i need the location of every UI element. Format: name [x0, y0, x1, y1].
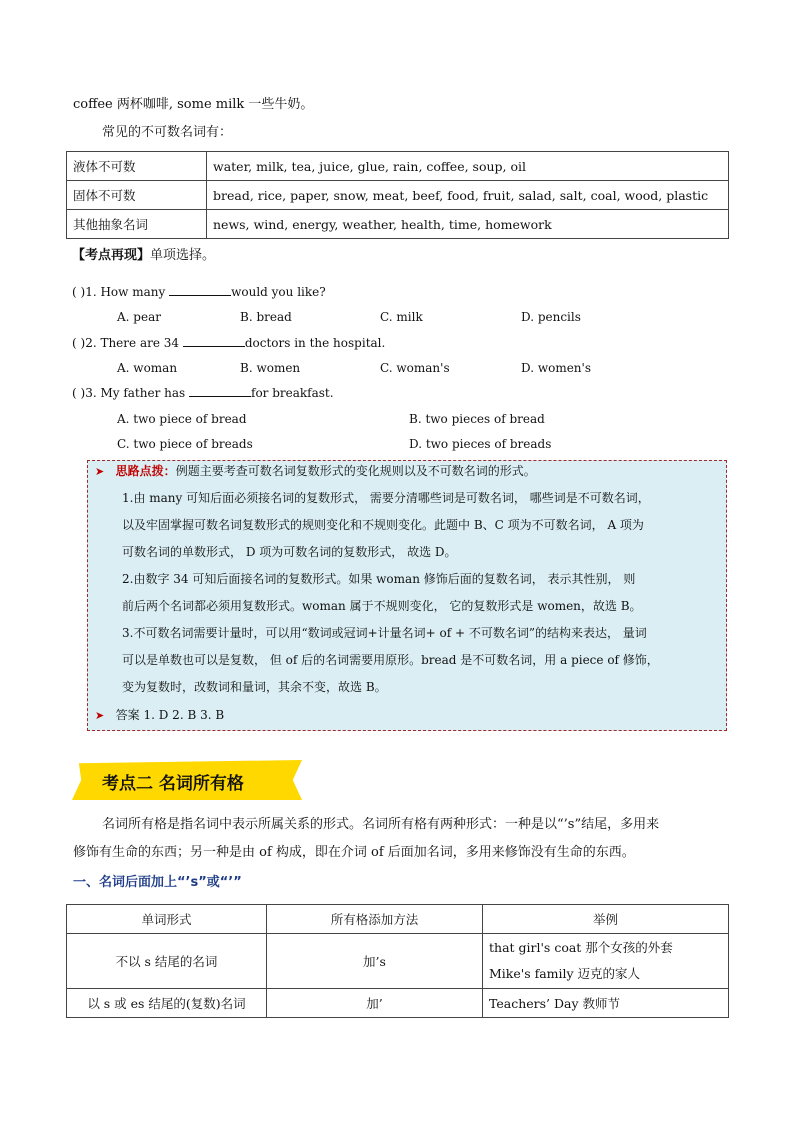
question-stem-end: doctors in the hospital.	[244, 336, 386, 350]
explanation-line: 1.由 many 可知后面必须接名词的复数形式， 需要分清哪些词是可数名词， 哪些词是不可数名词，	[122, 491, 650, 505]
intro-line-1: coffee 两杯咖啡, some milk 一些牛奶。	[73, 97, 314, 112]
question-stem: 2. There are 34	[85, 336, 183, 350]
q3-option-a: A. two piece of bread	[117, 412, 247, 426]
answer-line	[95, 706, 224, 725]
explanation-line: 3.不可数名词需要计量时，可以用“数词或冠词+计量名词+ of + 不可数名词”的结构来表达， 量词	[122, 626, 647, 640]
explanation-line: 以及牢固掌握可数名词复数形式的规则变化和不规则变化。此题中 B、C 项为不可数名词， A 项为	[122, 518, 644, 532]
explanation-title: 思路点拨：	[115, 464, 176, 478]
method-cell: 加’	[267, 989, 483, 1018]
explanation-line: 前后两个名词都必须用复数形式。woman 属于不规则变化， 它的复数形式是 women，故选 B。	[122, 599, 642, 613]
q1-option-d: D. pencils	[521, 310, 581, 324]
category-cell: 其他抽象名词	[67, 210, 207, 239]
section-paragraph-line-1: 名词所有格是指名词中表示所属关系的形式。名词所有格有两种形式：一种是以“’s”结尾，多用来	[102, 817, 660, 832]
q2-option-a: A. woman	[117, 361, 178, 375]
table-header-row	[67, 905, 729, 934]
explanation-title-line	[95, 462, 536, 481]
question-1	[72, 283, 326, 301]
examples-cell: news, wind, energy, weather, health, time, homework	[207, 210, 729, 239]
practice-heading	[72, 247, 215, 265]
category-cell: 固体不可数	[67, 181, 207, 210]
practice-heading-rest: 单项选择。	[150, 248, 216, 263]
uncountable-nouns-table	[66, 151, 729, 239]
header-cell: 单词形式	[67, 905, 267, 934]
section-paragraph-line-2: 修饰有生命的东西；另一种是由 of 构成，即在介词 of 后面加名词，多用来修饰没有生命的东西。	[73, 845, 635, 860]
explanation-line: 可以是单数也可以是复数， 但 of 后的名词需要用原形。bread 是不可数名词，用 a piece of 修饰，	[122, 653, 659, 667]
header-cell: 所有格添加方法	[267, 905, 483, 934]
question-2	[72, 334, 385, 352]
q3-option-d: D. two pieces of breads	[409, 437, 552, 451]
answer-bracket: ( )	[72, 336, 86, 350]
category-cell: 液体不可数	[67, 152, 207, 181]
question-stem-end: would you like?	[231, 285, 326, 299]
explanation-line: 可数名词的单数形式， D 项为可数名词的复数形式， 故选 D。	[122, 545, 457, 559]
q2-option-c: C. woman's	[380, 361, 450, 375]
form-cell: 以 s 或 es 结尾的(复数)名词	[67, 989, 267, 1018]
possessive-table	[66, 904, 729, 1018]
practice-heading-label: 【考点再现】	[72, 248, 151, 263]
explanation-line: 2.由数字 34 可知后面接名词的复数形式。如果 woman 修饰后面的复数名词， 表示其性别， 则	[122, 572, 636, 586]
explanation-box	[87, 460, 727, 731]
q3-option-c: C. two piece of breads	[117, 437, 253, 451]
q1-option-b: B. bread	[240, 310, 292, 324]
example-cell	[483, 934, 729, 989]
section-banner	[72, 760, 302, 800]
q2-option-b: B. women	[240, 361, 301, 375]
q1-option-c: C. milk	[380, 310, 423, 324]
arrow-icon: ➤	[95, 709, 105, 722]
example-cell: Teachers’ Day 教师节	[483, 989, 729, 1018]
example-line: Mike's family 迈克的家人	[489, 966, 641, 981]
form-cell: 不以 s 结尾的名词	[67, 934, 267, 989]
answer-blank	[189, 384, 251, 397]
table-row	[67, 989, 729, 1018]
answer-bracket: ( )	[72, 285, 86, 299]
method-cell: 加’s	[267, 934, 483, 989]
question-3	[72, 384, 334, 402]
q1-option-a: A. pear	[117, 310, 161, 324]
banner-title: 考点二 名词所有格	[102, 774, 244, 794]
q3-option-b: B. two pieces of bread	[409, 412, 545, 426]
header-cell: 举例	[483, 905, 729, 934]
q2-option-d: D. women's	[521, 361, 591, 375]
arrow-icon: ➤	[95, 465, 105, 478]
subheading: 一、名词后面加上“’s”或“’”	[73, 875, 242, 890]
question-stem: 3. My father has	[85, 386, 189, 400]
table-row	[67, 181, 729, 210]
answer-text: 答案 1. D 2. B 3. B	[115, 708, 225, 722]
table-row	[67, 152, 729, 181]
example-line: that girl's coat 那个女孩的外套	[489, 940, 673, 955]
question-stem-end: for breakfast.	[251, 386, 334, 400]
table-row	[67, 210, 729, 239]
examples-cell: bread, rice, paper, snow, meat, beef, food, fruit, salad, salt, coal, wood, plastic	[207, 181, 729, 210]
examples-cell: water, milk, tea, juice, glue, rain, coffee, soup, oil	[207, 152, 729, 181]
question-stem: 1. How many	[85, 285, 170, 299]
answer-bracket: ( )	[72, 386, 86, 400]
explanation-line: 变为复数时，改数词和量词，其余不变，故选 B。	[122, 680, 387, 694]
answer-blank	[183, 334, 245, 347]
intro-line-2: 常见的不可数名词有：	[102, 125, 233, 140]
table-row	[67, 934, 729, 989]
answer-blank	[169, 283, 231, 296]
explanation-title-rest: 例题主要考查可数名词复数形式的变化规则以及不可数名词的形式。	[175, 464, 536, 478]
